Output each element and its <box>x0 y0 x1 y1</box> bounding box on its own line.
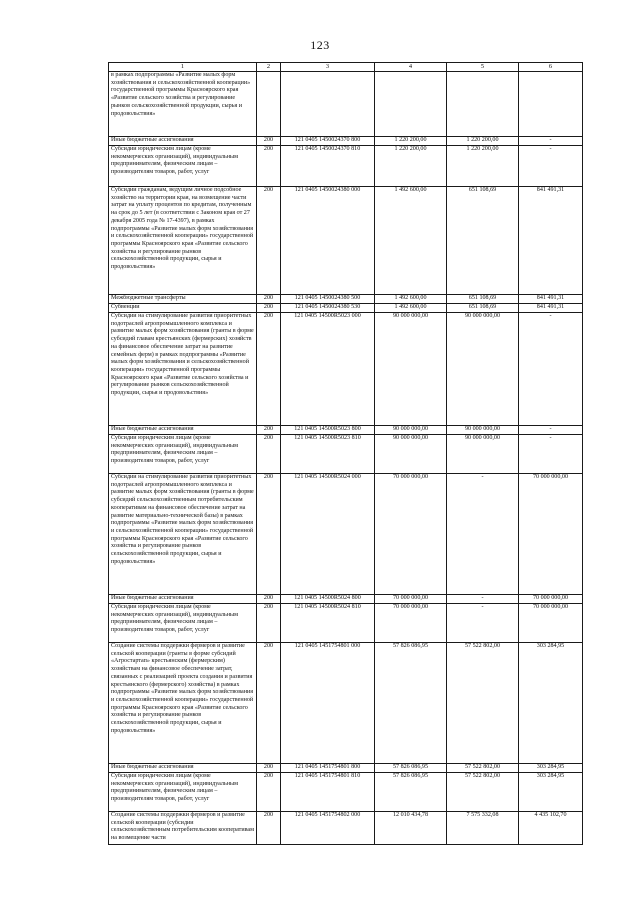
header-col-1: 1 <box>109 63 257 72</box>
row-amount-executed: 651 108,69 <box>447 295 519 304</box>
row-description: Субсидии на стимулирование развития приоритетных подотраслей агропромышленного комплекса и развитие малых форм хозяйствования (гранты в форме субсидий сельскохозяйственным потребительским кооперативам на финансовое обеспечение затрат на развитие материально-технической базы) в рамках подпрограммы «Развитие малых форм хозяйствования и сельскохозяйственной кооперации» государственной программы Красноярского края «Развитие сельского хозяйства и регулирование рынков сельскохозяйственной продукции, сырья и продовольствия» <box>109 474 257 595</box>
row-group-code: 200 <box>257 773 281 812</box>
row-group-code: 200 <box>257 643 281 764</box>
row-description: Субсидии юридическим лицам (кроме некоммерческих организаций), индивидуальным предпринимателям, физическим лицам – производителям товаров, работ, услуг <box>109 146 257 187</box>
row-amount-approved: 1 492 600,00 <box>375 187 447 295</box>
row-budget-code: 121 0405 14500R5024 800 <box>281 595 375 604</box>
row-amount-remaining: 70 000 000,00 <box>519 595 583 604</box>
row-amount-executed: 1 220 200,00 <box>447 146 519 187</box>
row-amount-approved: 57 826 086,95 <box>375 643 447 764</box>
row-group-code <box>257 72 281 137</box>
row-amount-executed: 651 108,69 <box>447 187 519 295</box>
row-amount-remaining: - <box>519 426 583 435</box>
row-amount-approved: 57 826 086,95 <box>375 773 447 812</box>
row-description: Иные бюджетные ассигнования <box>109 426 257 435</box>
row-group-code: 200 <box>257 137 281 146</box>
table-row <box>109 313 583 426</box>
table-row <box>109 435 583 474</box>
row-amount-remaining: 841 491,31 <box>519 295 583 304</box>
row-amount-executed: 1 220 200,00 <box>447 137 519 146</box>
row-amount-executed: - <box>447 595 519 604</box>
row-amount-remaining: - <box>519 137 583 146</box>
row-amount-executed: 90 000 000,00 <box>447 426 519 435</box>
table-row <box>109 137 583 146</box>
table-row <box>109 187 583 295</box>
table-row <box>109 304 583 313</box>
row-description: Создание системы поддержки фермеров и развитие сельской кооперации (субсидии сельскохозяйственным потребительским кооперативам на возмещение части <box>109 812 257 845</box>
row-group-code: 200 <box>257 812 281 845</box>
row-description: Субсидии на стимулирование развития приоритетных подотраслей агропромышленного комплекса и развитие малых форм хозяйствования (гранты в форме субсидий главам крестьянских (фермерских) хозяйств на финансовое обеспечение затрат на развитие семейных ферм) в рамках подпрограммы «Развитие малых форм хозяйствования и сельскохозяйственной кооперации» государственной программы Красноярского края «Развитие сельского хозяйства и регулирование рынков сельскохозяйственной продукции, сырья и продовольствия» <box>109 313 257 426</box>
row-amount-remaining <box>519 72 583 137</box>
row-amount-approved: 1 220 200,00 <box>375 137 447 146</box>
row-amount-remaining: - <box>519 435 583 474</box>
row-amount-remaining: - <box>519 313 583 426</box>
row-amount-approved: 90 000 000,00 <box>375 435 447 474</box>
row-amount-approved: 1 492 600,00 <box>375 304 447 313</box>
row-budget-code: 121 0405 1450024380 000 <box>281 187 375 295</box>
row-description: Субсидии юридическим лицам (кроме некоммерческих организаций), индивидуальным предпринимателям, физическим лицам – производителям товаров, работ, услуг <box>109 773 257 812</box>
row-amount-remaining: 841 491,31 <box>519 187 583 295</box>
row-amount-approved: 70 000 000,00 <box>375 604 447 643</box>
row-budget-code: 121 0405 1450024380 500 <box>281 295 375 304</box>
header-col-4: 4 <box>375 63 447 72</box>
page-number: 123 <box>310 38 330 52</box>
table-header-row <box>109 63 583 72</box>
row-budget-code: 121 0405 1451754801 800 <box>281 764 375 773</box>
row-amount-approved <box>375 72 447 137</box>
row-budget-code: 121 0405 14500R5023 000 <box>281 313 375 426</box>
row-group-code: 200 <box>257 764 281 773</box>
row-amount-remaining: 4 435 102,70 <box>519 812 583 845</box>
row-amount-approved: 1 220 200,00 <box>375 146 447 187</box>
row-budget-code: 121 0405 1451754801 000 <box>281 643 375 764</box>
row-description: Субсидии юридическим лицам (кроме некоммерческих организаций), индивидуальным предпринимателям, физическим лицам – производителям товаров, работ, услуг <box>109 435 257 474</box>
row-amount-approved: 1 492 600,00 <box>375 295 447 304</box>
table-row <box>109 764 583 773</box>
table-row <box>109 643 583 764</box>
row-group-code: 200 <box>257 604 281 643</box>
row-amount-remaining: 841 491,31 <box>519 304 583 313</box>
row-description: Межбюджетные трансферты <box>109 295 257 304</box>
row-budget-code <box>281 72 375 137</box>
header-col-6: 6 <box>519 63 583 72</box>
row-amount-executed: - <box>447 474 519 595</box>
row-amount-executed: 7 575 332,08 <box>447 812 519 845</box>
row-amount-approved: 90 000 000,00 <box>375 313 447 426</box>
table-row <box>109 146 583 187</box>
table-row <box>109 72 583 137</box>
table-row <box>109 773 583 812</box>
row-amount-approved: 90 000 000,00 <box>375 426 447 435</box>
row-amount-executed: 90 000 000,00 <box>447 435 519 474</box>
table-row <box>109 812 583 845</box>
row-group-code: 200 <box>257 595 281 604</box>
row-amount-approved: 70 000 000,00 <box>375 474 447 595</box>
row-description: Иные бюджетные ассигнования <box>109 595 257 604</box>
row-amount-executed: 57 522 802,00 <box>447 773 519 812</box>
row-description: в рамках подпрограммы «Развитие малых форм хозяйствования и сельскохозяйственной кооперации» государственной программы Красноярского края «Развитие сельского хозяйства и регулирование рынков сельскохозяйственной продукции, сырья и продовольствия» <box>109 72 257 137</box>
row-amount-approved: 57 826 086,95 <box>375 764 447 773</box>
table-row <box>109 295 583 304</box>
row-group-code: 200 <box>257 435 281 474</box>
row-amount-executed: 57 522 802,00 <box>447 764 519 773</box>
row-amount-remaining: 303 284,95 <box>519 764 583 773</box>
row-budget-code: 121 0405 14500R5024 000 <box>281 474 375 595</box>
row-group-code: 200 <box>257 313 281 426</box>
row-amount-executed: 651 108,69 <box>447 304 519 313</box>
table-row <box>109 474 583 595</box>
row-amount-executed: 90 000 000,00 <box>447 313 519 426</box>
row-budget-code: 121 0405 1450024380 530 <box>281 304 375 313</box>
row-budget-code: 121 0405 14500R5024 810 <box>281 604 375 643</box>
row-group-code: 200 <box>257 295 281 304</box>
row-budget-code: 121 0405 1450024370 800 <box>281 137 375 146</box>
row-description: Иные бюджетные ассигнования <box>109 764 257 773</box>
row-group-code: 200 <box>257 426 281 435</box>
row-amount-remaining: 303 284,95 <box>519 773 583 812</box>
row-description: Субсидии юридическим лицам (кроме некоммерческих организаций), индивидуальным предпринимателям, физическим лицам – производителям товаров, работ, услуг <box>109 604 257 643</box>
row-group-code: 200 <box>257 474 281 595</box>
row-amount-remaining: 70 000 000,00 <box>519 474 583 595</box>
row-budget-code: 121 0405 1451754801 810 <box>281 773 375 812</box>
row-budget-code: 121 0405 14500R5023 810 <box>281 435 375 474</box>
row-group-code: 200 <box>257 187 281 295</box>
row-description: Иные бюджетные ассигнования <box>109 137 257 146</box>
row-budget-code: 121 0405 14500R5023 800 <box>281 426 375 435</box>
row-amount-approved: 70 000 000,00 <box>375 595 447 604</box>
row-budget-code: 121 0405 1451754802 000 <box>281 812 375 845</box>
budget-table <box>108 62 583 845</box>
header-col-5: 5 <box>447 63 519 72</box>
table-row <box>109 604 583 643</box>
row-amount-remaining: 70 000 000,00 <box>519 604 583 643</box>
table-row <box>109 426 583 435</box>
row-group-code: 200 <box>257 146 281 187</box>
row-amount-remaining: - <box>519 146 583 187</box>
row-amount-executed <box>447 72 519 137</box>
row-budget-code: 121 0405 1450024370 810 <box>281 146 375 187</box>
row-group-code: 200 <box>257 304 281 313</box>
header-col-2: 2 <box>257 63 281 72</box>
row-description: Субвенции <box>109 304 257 313</box>
header-col-3: 3 <box>281 63 375 72</box>
row-amount-approved: 12 010 434,78 <box>375 812 447 845</box>
table-row <box>109 595 583 604</box>
row-description: Субсидии гражданам, ведущим личное подсобное хозяйство на территории края, на возмещение части затрат на уплату процентов по кредитам, полученным на срок до 5 лет (в соответствии с Законом края от 27 декабря 2005 года № 17-4397), в рамках подпрограммы «Развитие малых форм хозяйствования и сельскохозяйственной кооперации» государственной программы Красноярского края «Развитие сельского хозяйства и регулирование рынков сельскохозяйственной продукции, сырья и продовольствия» <box>109 187 257 295</box>
row-amount-executed: - <box>447 604 519 643</box>
row-amount-remaining: 303 284,95 <box>519 643 583 764</box>
row-amount-executed: 57 522 802,00 <box>447 643 519 764</box>
row-description: Создание системы поддержки фермеров и развитие сельской кооперации (гранты в форме субсидий «Агростартап» крестьянским (фермерским) хозяйствам на финансовое обеспечение затрат, связанных с реализацией проекта создания и развития крестьянского (фермерского) хозяйства) в рамках подпрограммы «Развитие малых форм хозяйствования и сельскохозяйственной кооперации» государственной программы Красноярского края «Развитие сельского хозяйства и регулирование рынков сельскохозяйственной продукции, сырья и продовольствия» <box>109 643 257 764</box>
